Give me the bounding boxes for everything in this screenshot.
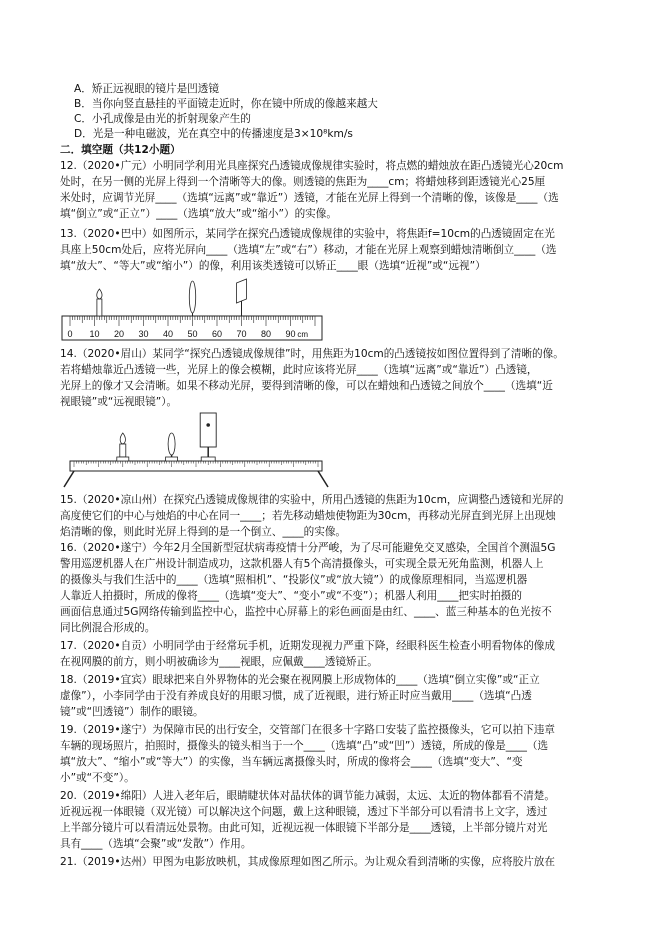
q17-line: 在视网膜的前方，则小明被确诊为____视眼，应佩戴____透镜矫正。 [60,656,378,668]
ruler-tick-label: 20 [113,329,125,339]
ruler-tick-label: 70 [236,329,247,339]
ruler-tick-label: 60 [211,329,223,339]
q12-line: 12.（2020•广元）小明同学利用光具座探究凸透镜成像规律实验时，将点燃的蜡烛放在距凸透镜光心20cm [60,160,564,172]
q14-line: 若将蜡烛靠近凸透镜一些，光屏上的像会模糊，此时应该将光屏____（选填“远离”或“靠近”）凸透镜， [60,364,538,376]
q13-line: 具座上50cm处后，应将光屏向____（选填“左”或“右”）移动，才能在光屏上观察到蜡烛清晰倒立____（选 [60,244,557,256]
q16-line: 画面信息通过5G网络传输到监控中心，监控中心屏幕上的彩色画面是由红、____、蓝三种基本的色光按不 [60,606,552,618]
ruler-tick-label: 80 [260,329,272,339]
optical-bench-figure-2 [60,411,330,489]
ruler-tick-label: 0 [67,329,73,339]
ruler-tick-label: 40 [162,329,174,339]
q20-line: 20.（2019•绵阳）人进入老年后，眼睛睫状体对晶状体的调节能力减弱，太远、太近的物体都看不清楚。 [60,790,555,802]
q20-line: 上半部分镜片可以看清远处景物。由此可知，近视远视一体眼镜下半部分是____透镜，上半部分镜片对光 [60,822,548,834]
q13-line: 填“放大”、“等大”或“缩小”）的像，利用该类透镜可以矫正____眼（选填“近视”或“远视”） [60,260,486,272]
q14-line: 光屏上的像才又会清晰。如果不移动光屏，要得到清晰的像，可以在蜡烛和凸透镜之间放个____（选填“近 [60,380,553,392]
section-title: 二．填空题（共12小题） [60,144,181,156]
q16-line: 人靠近人拍摄时，所成的像将____（选填“变大”、“变小”或“不变”）；机器人利用____把实时拍摄的 [60,590,522,602]
image-spot [206,423,210,427]
q15-line: 焰清晰的像，则此时光屏上得到的是一个倒立、____的实像。 [60,526,347,538]
optical-bench-figure-1 [60,277,330,343]
lens-base [166,457,178,461]
q19-line: 车辆的现场照片，拍照时，摄像头的镜头相当于一个____（选填“凸”或“凹”）透镜，所成的像是____（选 [60,740,549,752]
q19-line: 小”或“不变”）。 [60,772,135,784]
q21-line: 21.（2019•达州）甲图为电影放映机，其成像原理如图乙所示。为让观众看到清晰的实像，应将胶片放在 [60,856,555,868]
q16-line: 的摄像头与我们生活中的____（选填“照相机”、“投影仪”或“放大镜”）的成像原理相同，当巡逻机器 [60,574,528,586]
option-a: A．矫正远视眼的镜片是凹透镜 [74,83,219,95]
option-d: D．光是一种电磁波，光在真空中的传播速度是3×10⁸km/s [74,128,353,140]
light-screen-icon [200,413,216,447]
ruler-tick-label: 50 [187,329,198,339]
q13-line: 13.（2020•巴中）如图所示，某同学在探究凸透镜成像规律的实验中，将焦距f=10cm的凸透镜固定在光 [60,228,555,240]
bench-leg-right [318,471,328,487]
ruler-tick-label: 10 [89,329,100,339]
candle-flame-icon [120,433,125,444]
q16-line: 同比例混合形成的。 [60,622,156,634]
q18-line: 18.（2019•宜宾）眼球把来自外界物体的光会聚在视网膜上形成物体的____（选填“倒立实像”或“正立 [60,674,540,686]
q12-line: 处时，在另一侧的光屏上得到一个清晰等大的像。则透镜的焦距为____cm；将蜡烛移到距透镜光心25厘 [60,176,546,188]
bench-leg-left [64,471,74,487]
q15-line: 15.（2020•凉山州）在探究凸透镜成像规律的实验中，所用凸透镜的焦距为10cm，应调整凸透镜和光屏的 [60,494,564,506]
q14-line: 视眼镜”或“远视眼镜”）。 [60,396,178,408]
q16-line: 16.（2020•遂宁）今年2月全国新型冠状病毒疫情十分严峻，为了尽可能避免交叉感染，全国首个测温5G [60,542,556,554]
option-b: B．当你向竖直悬挂的平面镜走近时，你在镜中所成的像越来越大 [74,98,378,110]
candle-flame-icon [97,289,102,299]
light-screen-icon [237,279,247,303]
q12-line: 填“倒立”或“正立”）____（选填“放大”或“缩小”）的实像。 [60,208,337,220]
candle-icon [120,444,126,457]
convex-lens-icon [189,281,195,313]
candle-base [117,457,129,461]
q20-line: 具有____（选填“会聚”或“发散”）作用。 [60,838,252,850]
convex-lens-icon [168,433,175,455]
q16-line: 警用巡逻机器人在广州设计制造成功，这款机器人有5个高清摄像头，可实现全景无死角监测，机器人上 [60,558,544,570]
q20-line: 近视远视一体眼镜（双光镜）可以解决这个问题，戴上这种眼镜，透过下半部分可以看清书上文字，透过 [60,806,548,818]
q18-line: 镜”或“凹透镜”）制作的眼镜。 [60,706,204,718]
ruler-tick-label: 30 [138,329,149,339]
q12-line: 米处时，应调节光屏____（选填“远离”或“靠近”）透镜，才能在光屏上得到一个清晰的像，该像是____（选 [60,192,559,204]
q18-line: 虚像”），小李同学由于没有养成良好的用眼习惯，成了近视眼，进行矫正时应当戴用____（选填“凸透 [60,690,532,702]
q14-line: 14.（2020•眉山）某同学“探究凸透镜成像规律”时，用焦距为10cm的凸透镜按如图位置得到了清晰的像。 [60,348,564,360]
q19-line: 填“放大”、“缩小”或“等大”）的实像，当车辆远离摄像头时，所成的像将会____（选填“变大”、“变 [60,756,523,768]
q19-line: 19.（2019•遂宁）为保障市民的出行安全，交管部门在很多十字路口安装了监控摄像头，它可以拍下违章 [60,724,555,736]
ruler-unit-label: cm [297,330,309,339]
option-c: C．小孔成像是由光的折射现象产生的 [74,113,251,125]
q15-line: 高度使它们的中心与烛焰的中心在同一____；若先移动蜡烛使物距为30cm，再移动光屏直到光屏上出现烛 [60,510,556,522]
q17-line: 17.（2020•自贡）小明同学由于经常玩手机，近期发现视力严重下降，经眼科医生检查小明看物体的像成 [60,640,555,652]
screen-base [201,457,215,461]
candle-icon [97,299,102,316]
ruler-tick-label: 90 [285,329,296,339]
